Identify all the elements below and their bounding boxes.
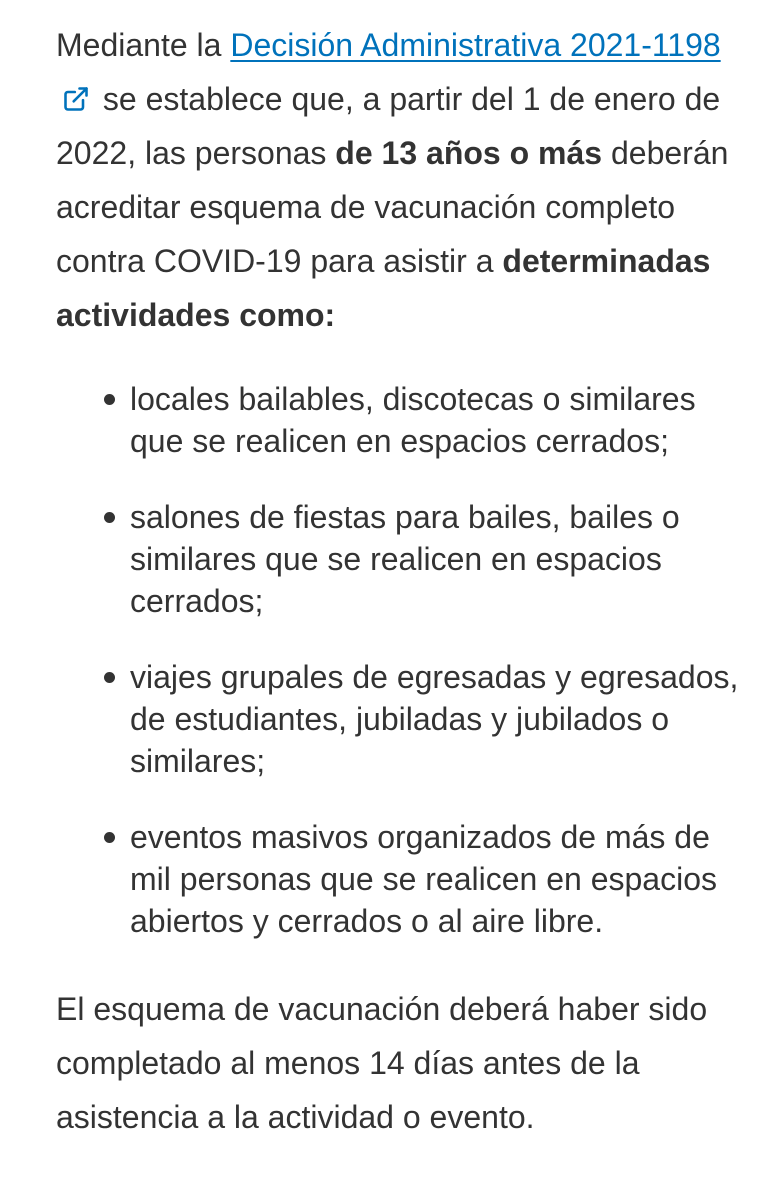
list-item: [130, 378, 746, 462]
list-item-text: viajes grupales de egresadas y egresados, de estudiantes, jubiladas y jubilados o similares;: [130, 659, 739, 779]
bullet-icon: [104, 512, 115, 523]
activities-list: [56, 378, 746, 942]
article-body: [56, 18, 746, 1144]
list-item-text: eventos masivos organizados de más de mil personas que se realicen en espacios abiertos y cerrados o al aire libre.: [130, 819, 717, 939]
age-emphasis: de 13 años o más: [335, 135, 603, 171]
bullet-icon: [104, 832, 115, 843]
intro-paragraph: [56, 18, 746, 342]
list-item-text: salones de fiestas para bailes, bailes o similares que se realicen en espacios cerrados;: [130, 499, 680, 619]
intro-text-start: Mediante la: [56, 27, 231, 63]
closing-paragraph: El esquema de vacunación deberá haber sido completado al menos 14 días antes de la asistencia a la actividad o evento.: [56, 991, 708, 1135]
decision-link[interactable]: Decisión Administrativa 2021-1198: [230, 27, 721, 63]
intro-text-end: deberán acreditar esquema de vacunación completo contra COVID-19 para asistir a: [56, 135, 729, 279]
list-item: [130, 656, 746, 782]
list-item: [130, 816, 746, 942]
external-link-icon[interactable]: [62, 85, 90, 113]
bullet-icon: [104, 394, 115, 405]
bullet-icon: [104, 672, 115, 683]
intro-text-middle: se establece que, a partir del 1 de enero de 2022, las personas: [56, 81, 721, 171]
activities-emphasis: determinadas actividades como:: [56, 243, 711, 333]
list-item: [130, 496, 746, 622]
list-item-text: locales bailables, discotecas o similares que se realicen en espacios cerrados;: [130, 381, 696, 459]
